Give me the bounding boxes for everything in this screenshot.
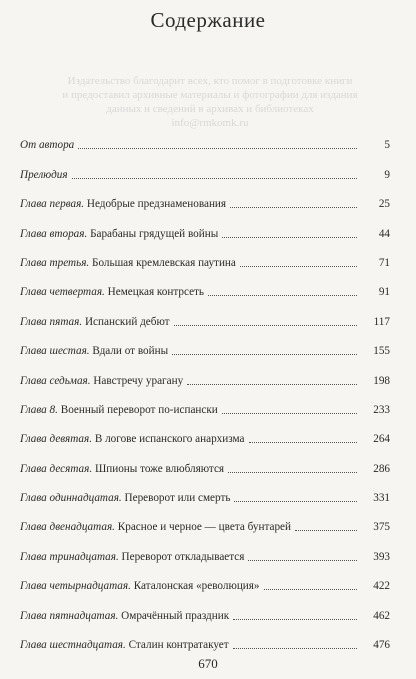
- toc-chapter-title: Большая кремлевская паутина: [92, 256, 236, 269]
- toc-entry: [20, 299, 390, 328]
- toc-leader-dots: [174, 325, 357, 326]
- toc-entry: [20, 270, 390, 299]
- toc-leader-dots: [295, 530, 357, 531]
- toc-chapter-title: Омрачённый праздник: [121, 609, 230, 622]
- toc-page-number: 286: [373, 462, 390, 475]
- toc-leader-dots: [187, 384, 357, 385]
- bleed-line: данных и сведений в архивах и библиотеках: [106, 103, 314, 115]
- toc-entry: [20, 152, 390, 181]
- toc-leader-dots: [230, 207, 357, 208]
- toc-chapter-number: Глава десятая.: [20, 462, 93, 475]
- toc-leader-dots: [233, 648, 357, 649]
- toc-leader-dots: [233, 619, 357, 620]
- toc-entry-label: [20, 286, 204, 299]
- toc-page-number: 25: [378, 198, 390, 211]
- toc-leader-dots: [228, 472, 357, 473]
- toc-entry: [20, 593, 390, 622]
- toc-chapter-number: Глава пятая.: [20, 315, 83, 328]
- bleed-line: info@rmkomk.ru: [171, 117, 249, 129]
- toc-page-number: 264: [373, 433, 390, 446]
- toc-chapter-number: Глава 8.: [20, 403, 58, 416]
- toc-page-number: 91: [378, 286, 390, 299]
- toc-entry-label: [20, 433, 245, 446]
- toc-entry: [20, 182, 390, 211]
- toc-chapter-number: Глава седьмая.: [20, 374, 91, 387]
- toc-chapter-title: Шпионы тоже влюбляются: [94, 462, 225, 475]
- toc-leader-dots: [234, 501, 357, 502]
- toc-entry-label: [20, 639, 229, 652]
- toc-page-number: 9: [384, 168, 390, 181]
- toc-entry-label: [20, 521, 291, 534]
- toc-page-number: 198: [373, 374, 390, 387]
- toc-chapter-number: Глава четырнадцатая.: [20, 580, 131, 593]
- toc-page-number: 462: [373, 609, 390, 622]
- toc-chapter-number: Глава первая.: [20, 198, 85, 211]
- table-of-contents: [20, 123, 390, 652]
- toc-chapter-number: Глава шестнадцатая.: [20, 639, 126, 652]
- toc-leader-dots: [172, 354, 357, 355]
- toc-leader-dots: [222, 237, 357, 238]
- toc-leader-dots: [72, 178, 357, 179]
- toc-chapter-title: Навстречу урагану: [93, 374, 184, 387]
- toc-entry-label: [20, 610, 229, 623]
- toc-entry-label: [20, 316, 170, 329]
- toc-chapter-number: Прелюдия: [20, 168, 68, 181]
- toc-page-number: 44: [378, 227, 390, 240]
- toc-entry: [20, 476, 390, 505]
- toc-entry-label: [20, 463, 224, 476]
- bleed-through-text: [14, 74, 406, 130]
- toc-page-number: 117: [373, 315, 390, 328]
- toc-chapter-number: Глава пятнадцатая.: [20, 609, 119, 622]
- toc-entry-label: [20, 345, 168, 358]
- toc-chapter-title: Недобрые предзнаменования: [86, 198, 227, 211]
- toc-page-number: 71: [378, 256, 390, 269]
- toc-chapter-number: От автора: [20, 139, 75, 152]
- toc-entry-label: [20, 228, 218, 241]
- toc-chapter-title: Вдали от войны: [92, 345, 169, 358]
- bleed-line: Издательство благодарит всех, кто помог в подготовке книги: [67, 75, 353, 87]
- toc-chapter-title: Красное и черное — цвета бунтарей: [117, 521, 292, 534]
- toc-chapter-title: Барабаны грядущей войны: [90, 227, 219, 240]
- toc-entry-label: [20, 257, 236, 270]
- toc-leader-dots: [78, 148, 357, 149]
- page-number: 670: [198, 656, 218, 671]
- toc-chapter-number: Глава шестая.: [20, 345, 90, 358]
- toc-leader-dots: [222, 413, 357, 414]
- toc-chapter-title: Переворот откладывается: [121, 550, 245, 563]
- toc-entry-label: [20, 404, 218, 417]
- toc-entry: [20, 388, 390, 417]
- toc-leader-dots: [208, 295, 357, 296]
- toc-page-number: 233: [373, 403, 390, 416]
- toc-entry-label: [20, 375, 183, 388]
- toc-entry: [20, 123, 390, 152]
- toc-page-number: 331: [373, 492, 390, 505]
- toc-entry: [20, 211, 390, 240]
- toc-entry: [20, 564, 390, 593]
- toc-entry-label: [20, 139, 74, 152]
- toc-chapter-title: Каталонская «революция»: [133, 580, 260, 593]
- toc-page-number: 155: [373, 345, 390, 358]
- toc-chapter-number: Глава четвертая.: [20, 286, 105, 299]
- toc-entry-label: [20, 198, 226, 211]
- toc-entry: [20, 417, 390, 446]
- toc-entry: [20, 329, 390, 358]
- toc-entry: [20, 505, 390, 534]
- toc-chapter-number: Глава третья.: [20, 256, 90, 269]
- page-title: Содержание: [150, 8, 266, 32]
- toc-chapter-title: Сталин контратакует: [128, 639, 229, 652]
- toc-entry: [20, 241, 390, 270]
- toc-leader-dots: [240, 266, 357, 267]
- toc-chapter-number: Глава двенадцатая.: [20, 521, 115, 534]
- toc-entry-label: [20, 551, 244, 564]
- toc-leader-dots: [264, 589, 357, 590]
- toc-chapter-title: В логове испанского анархизма: [94, 433, 245, 446]
- toc-entry-label: [20, 492, 230, 505]
- toc-entry-label: [20, 169, 68, 182]
- toc-chapter-title: Испанский дебют: [84, 315, 170, 328]
- toc-chapter-title: Военный переворот по-испански: [60, 403, 218, 416]
- toc-chapter-number: Глава вторая.: [20, 227, 88, 240]
- toc-page-number: 476: [373, 639, 390, 652]
- toc-chapter-title: Немецкая контрсеть: [107, 286, 205, 299]
- toc-entry: [20, 534, 390, 563]
- toc-entry: [20, 358, 390, 387]
- toc-leader-dots: [248, 560, 357, 561]
- toc-page-number: 5: [384, 139, 390, 152]
- toc-leader-dots: [249, 442, 358, 443]
- toc-entry: [20, 446, 390, 475]
- toc-chapter-number: Глава тринадцатая.: [20, 550, 119, 563]
- toc-entry-label: [20, 580, 260, 593]
- toc-page-number: 393: [373, 550, 390, 563]
- bleed-line: и предоставил архивные материалы и фотографии для издания: [62, 89, 358, 101]
- toc-page-number: 375: [373, 521, 390, 534]
- toc-entry: [20, 623, 390, 652]
- toc-chapter-number: Глава одиннадцатая.: [20, 492, 122, 505]
- toc-page-number: 422: [373, 580, 390, 593]
- toc-chapter-title: Переворот или смерть: [124, 492, 231, 505]
- toc-chapter-number: Глава девятая.: [20, 433, 93, 446]
